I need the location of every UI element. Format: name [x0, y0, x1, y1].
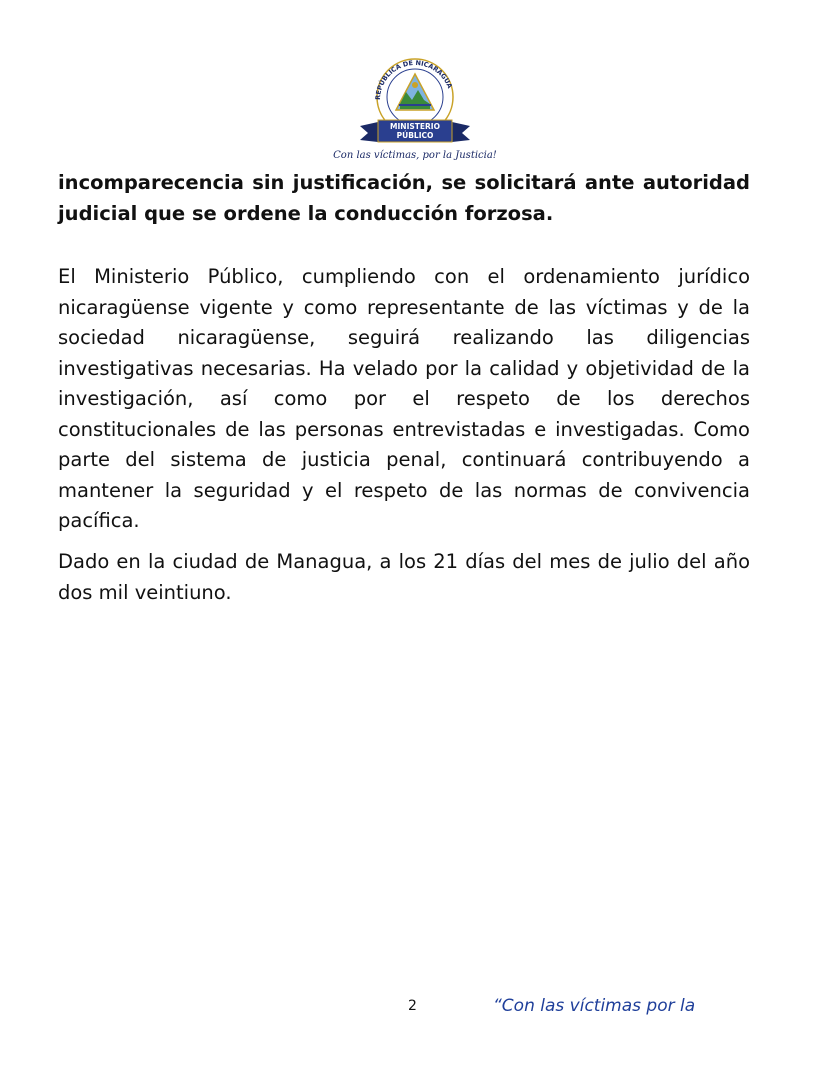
svg-text:MINISTERIO: MINISTERIO	[390, 122, 440, 131]
ministerio-publico-logo	[330, 52, 500, 166]
svg-text:PÚBLICO: PÚBLICO	[396, 131, 434, 140]
svg-text:REPÚBLICA DE NICARAGUA: REPÚBLICA DE NICARAGUA	[373, 58, 454, 101]
paragraph-date-place: Dado en la ciudad de Managua, a los 21 días del mes de julio del año dos mil veintiuno.	[58, 550, 750, 604]
svg-text:Con las víctimas, por la Justi: Con las víctimas, por la Justicia!	[333, 150, 497, 161]
paragraph-ministry-statement: El Ministerio Público, cumpliendo con el ordenamiento jurídico nicaragüense vigente y como representante de las víctimas y de la sociedad nicaragüense, seguirá realizando las diligencias investigativas necesarias. Ha velado por la calidad y objetividad de la investigación, así como por el respeto de los derechos constitucionales de las personas entrevistadas e investigadas. Como parte del sistema de justicia penal, continuará contribuyendo a mantener la seguridad y el respeto de las normas de convivencia pacífica.	[58, 265, 750, 532]
footer-slogan: “Con las víctimas por la	[493, 996, 696, 1016]
paragraph-bold-intro: incomparecencia sin justificación, se solicitará ante autoridad judicial que se ordene la conducción forzosa.	[58, 171, 750, 225]
page-number: 2	[408, 998, 417, 1014]
seal-icon	[330, 52, 500, 166]
